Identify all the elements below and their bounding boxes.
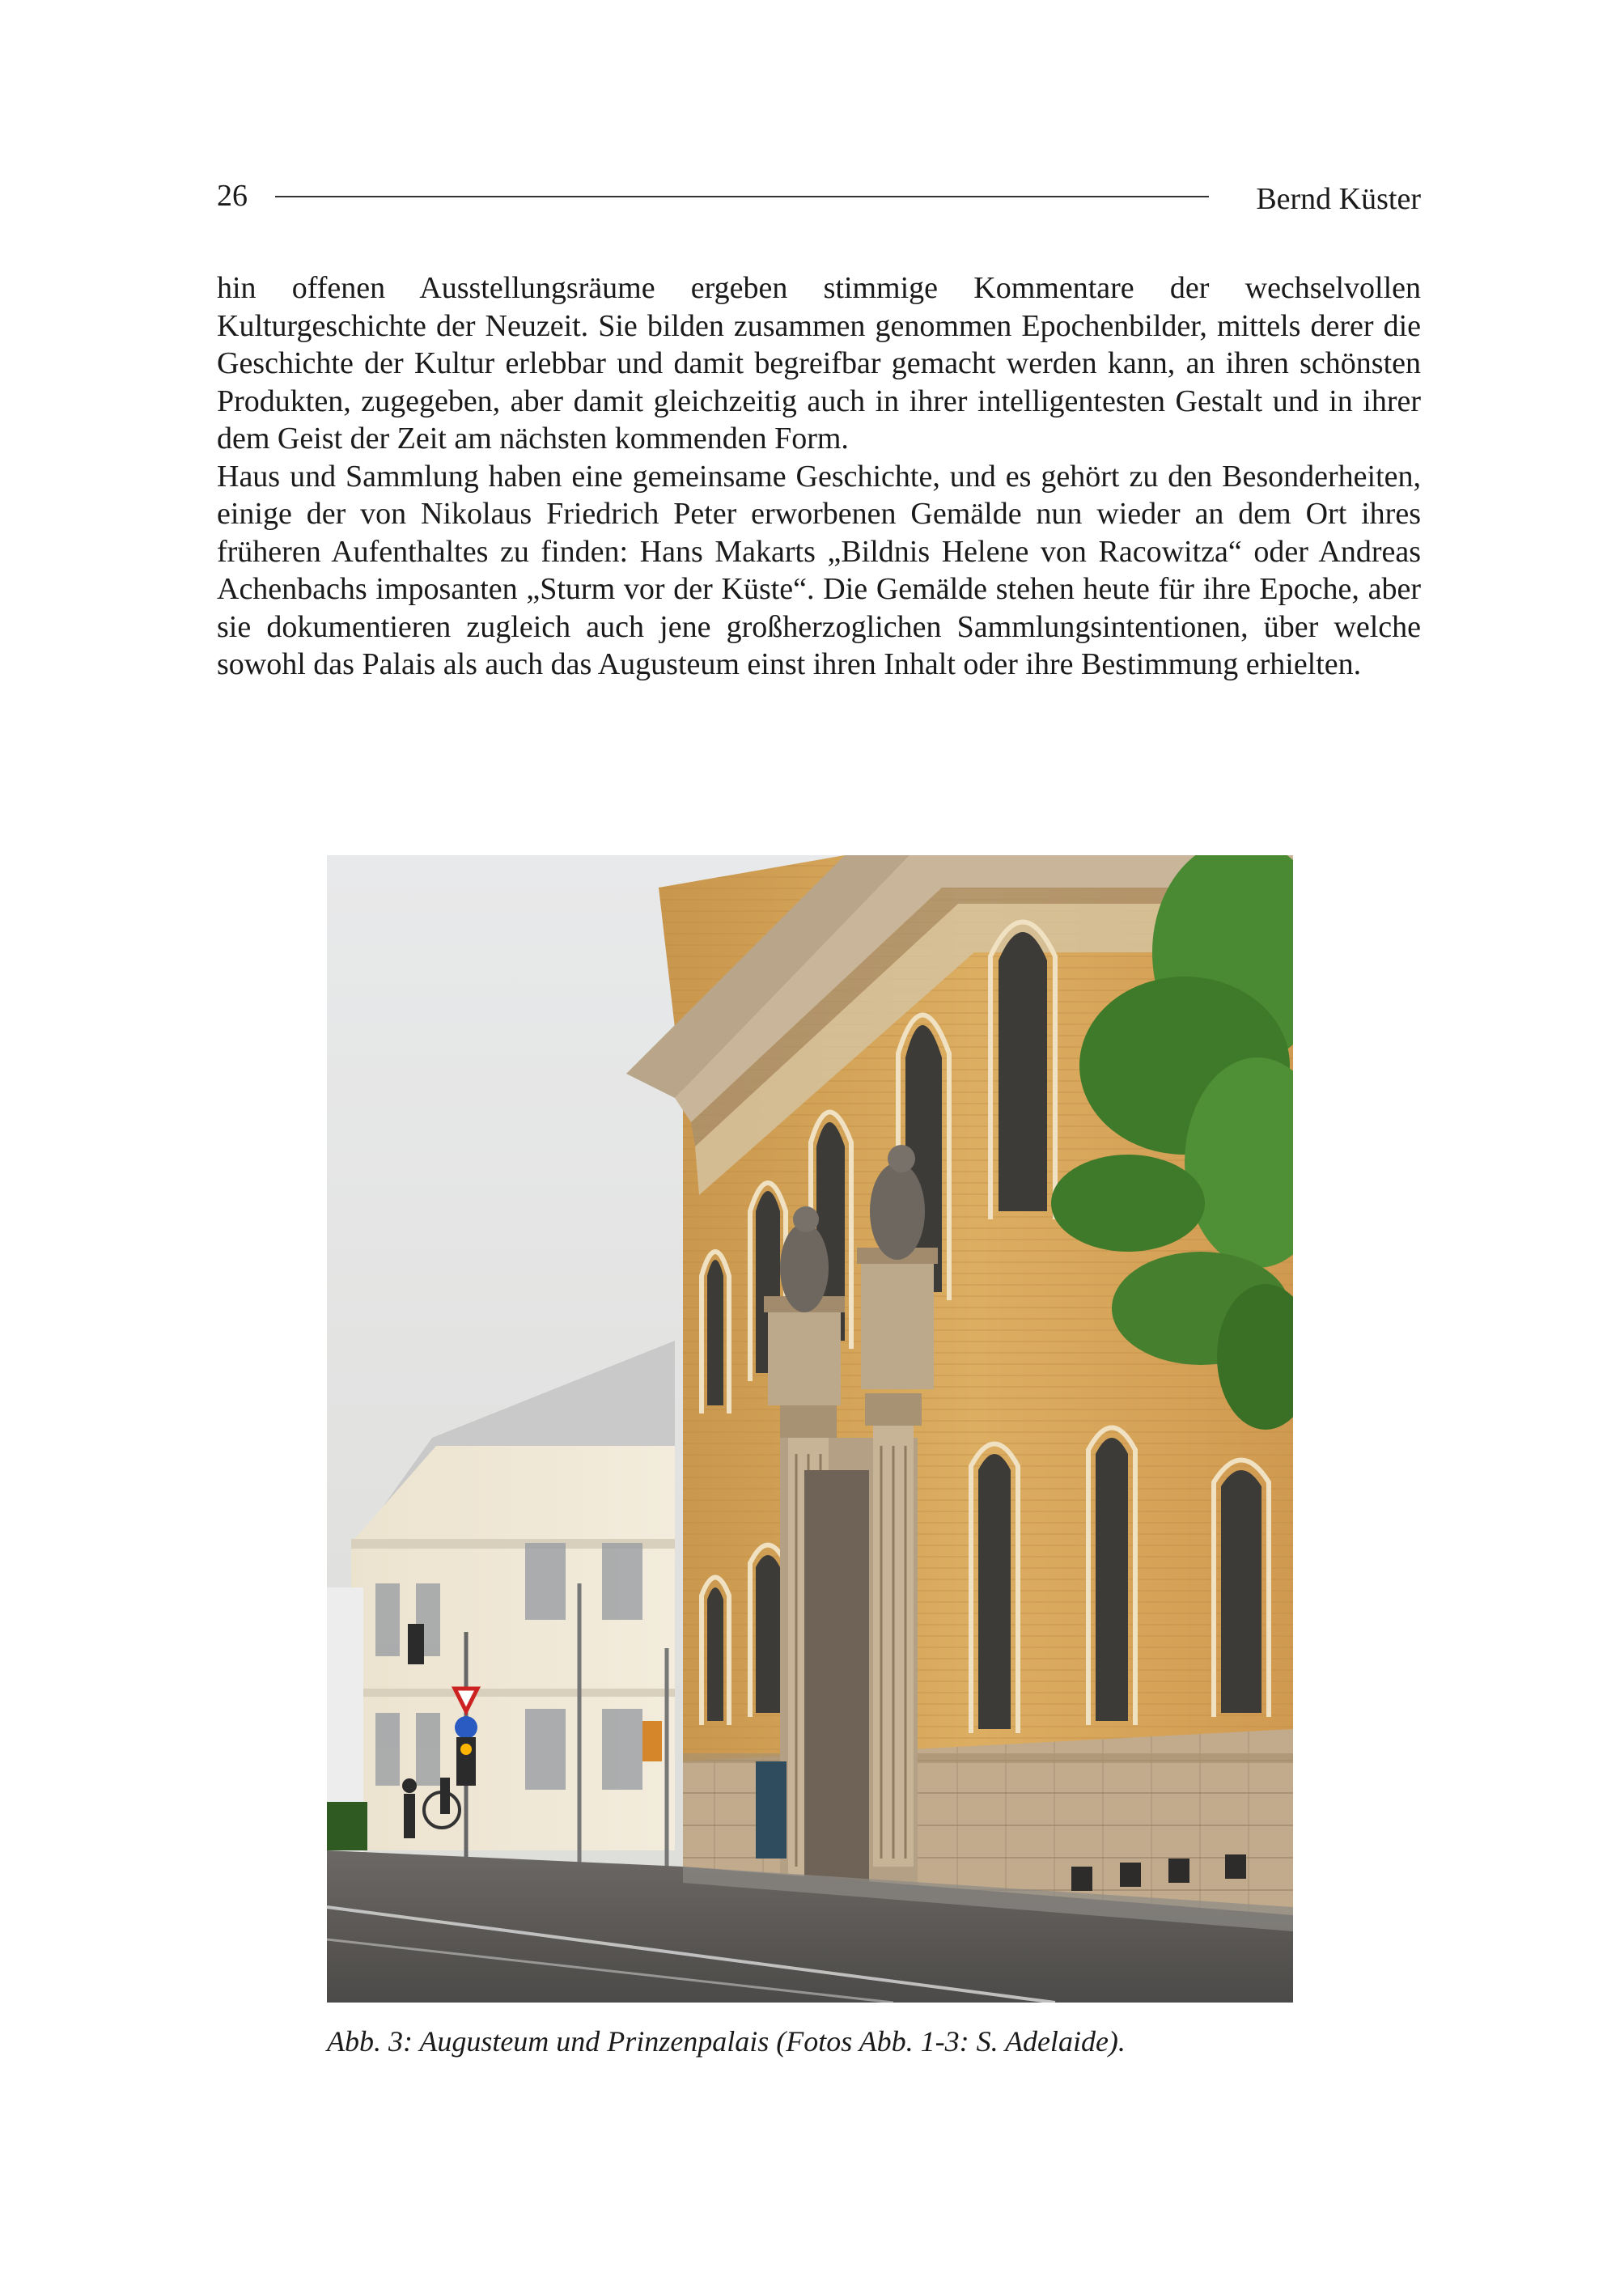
running-head: Bernd Küster [1256, 182, 1421, 216]
paragraph-1: hin offenen Ausstellungsräume ergeben stimmige Kommentare der wechselvollen Kulturgeschichte der Neuzeit. Sie bilden zusammen genommen Epochenbilder, mittels derer die Geschichte der Kultur erlebbar und damit begreifbar gemacht werden kann, an ihren schönsten Produkten, zugegeben, aber damit gleichzeitig auch in ihrer intelligentesten Gestalt und in ihrer dem Geist der Zeit am nächsten kommenden Form. [217, 271, 1421, 456]
augusteum-photo [327, 855, 1293, 2003]
paragraph-2: Haus und Sammlung haben eine gemeinsame Geschichte, und es gehört zu den Besonderheiten, einige der von Nikolaus Friedrich Peter erworbenen Gemälde nun wieder an dem Ort ihres früheren Aufenthaltes zu finden: Hans Makarts „Bildnis Helene von Racowitza“ oder Andreas Achenbachs imposanten „Sturm vor der Küste“. Die Gemälde stehen heute für ihre Epoche, aber sie dokumentieren zugleich auch jene großherzoglichen Sammlungsintentionen, über welche sowohl das Palais als auch das Augusteum einst ihren Inhalt oder ihre Bestimmung erhielten. [217, 459, 1421, 681]
poster-board [756, 1761, 787, 1859]
page-header [217, 172, 1421, 220]
figure-caption: Abb. 3: Augusteum und Prinzenpalais (Fotos Abb. 1-3: S. Adelaide). [327, 2025, 1126, 2058]
body-text [217, 269, 1421, 684]
figure-photograph [327, 855, 1293, 2003]
header-rule [275, 196, 1209, 197]
page-number: 26 [217, 179, 248, 213]
hedge [327, 1802, 367, 1850]
